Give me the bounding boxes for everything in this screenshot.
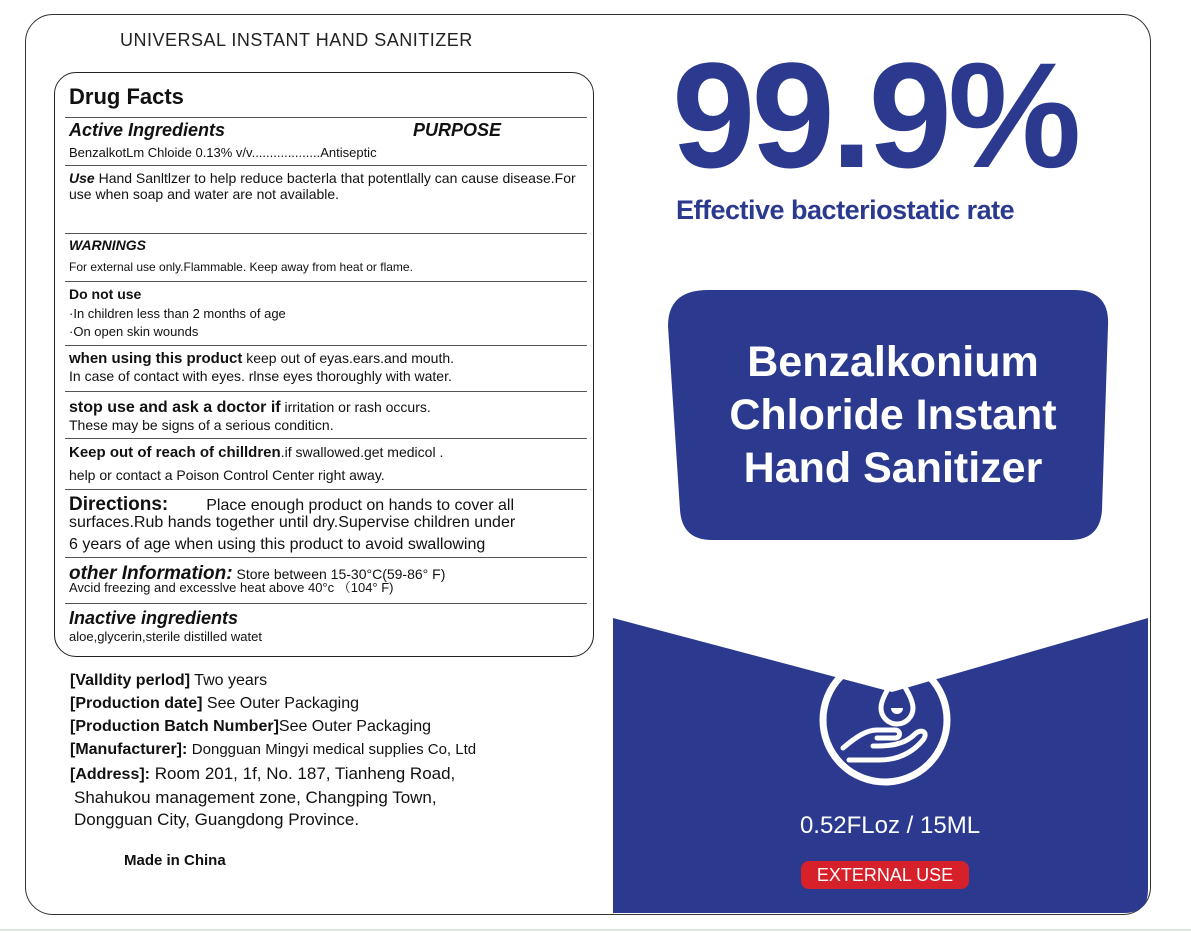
made-in-china: Made in China — [124, 852, 226, 869]
stop-use-text: irritation or rash occurs. — [284, 399, 431, 415]
inactive-ingredients-label: Inactive ingredients — [69, 608, 239, 628]
page-title: UNIVERSAL INSTANT HAND SANITIZER — [120, 30, 473, 50]
address — [70, 764, 455, 784]
directions-text-2: surfaces.Rub hands together until dry.Supervise children under — [69, 514, 516, 531]
address-line-1: Room 201, 1f, No. 187, Tianheng Road, — [154, 764, 456, 783]
validity-label: [Valldity perlod] — [70, 672, 191, 689]
product-name-line-3: Hand Sanitizer — [743, 443, 1043, 492]
rule — [65, 281, 587, 282]
rule — [65, 603, 587, 604]
stop-use-section — [69, 399, 583, 417]
rule — [65, 489, 587, 490]
address-label: [Address]: — [70, 766, 151, 783]
batch-value: See Outer Packaging — [278, 718, 431, 735]
do-not-use-label: Do not use — [69, 286, 142, 302]
production-label: [Production date] — [70, 695, 203, 712]
active-ingredients-row — [69, 120, 583, 144]
when-using-label: when using this product — [69, 350, 243, 367]
product-name — [668, 336, 1118, 495]
rule — [65, 391, 587, 392]
use-text: Hand Sanltlzer to help reduce bacterla that potentlally can cause disease.For use when soap and water are not available. — [69, 170, 576, 202]
batch-label: [Production Batch Number] — [70, 718, 279, 735]
rule — [65, 557, 587, 558]
hand-drop-icon — [815, 650, 955, 790]
active-ingredient-line: BenzalkotLm Chloide 0.13% v/v...................Antiseptic — [69, 145, 377, 160]
keep-out-label: Keep out of reach of chilldren — [69, 444, 281, 461]
when-using-text-2: In case of contact with eyes. rlnse eyes thoroughly with water. — [69, 368, 452, 384]
when-using-section — [69, 351, 583, 368]
use-label: Use — [69, 170, 95, 186]
warnings-label: WARNINGS — [69, 237, 146, 253]
stop-use-text-2: These may be signs of a serious conditicn. — [69, 417, 334, 433]
when-using-text: keep out of eyas.ears.and mouth. — [246, 350, 455, 366]
validity-value: Two years — [194, 672, 268, 689]
rule — [65, 165, 587, 166]
other-info-text: Store between 15-30°C(59-86° F) — [236, 566, 446, 582]
directions-text: Place enough product on hands to cover all — [206, 497, 515, 514]
drug-facts-heading: Drug Facts — [69, 84, 184, 109]
directions-label: Directions: — [69, 494, 169, 515]
rule — [65, 233, 587, 234]
active-ingredients-label: Active Ingredients — [69, 120, 226, 140]
validity-period — [70, 672, 267, 690]
warnings-text: For external use only.Flammable. Keep away from heat or flame. — [69, 260, 413, 274]
directions-text-3: 6 years of age when using this product to avoid swallowing — [69, 536, 486, 553]
effectiveness-percent: 99.9% — [672, 31, 1078, 199]
production-value: See Outer Packaging — [206, 695, 359, 712]
rule — [65, 438, 587, 439]
drug-facts-panel — [54, 72, 594, 657]
production-date — [70, 695, 359, 713]
volume-label: 0.52FLoz / 15ML — [799, 812, 981, 839]
production-batch — [70, 718, 431, 736]
manufacturer — [70, 741, 476, 759]
use-section — [69, 171, 583, 202]
other-info-label: other Information: — [69, 563, 233, 584]
external-use-badge: EXTERNAL USE — [801, 861, 969, 889]
product-name-line-2: Chloride Instant — [729, 390, 1057, 439]
address-line-3: Dongguan City, Guangdong Province. — [74, 810, 360, 829]
purpose-label: PURPOSE — [413, 120, 502, 140]
keep-out-text: .if swallowed.get medicol . — [280, 444, 444, 460]
do-not-use-item: ·In children less than 2 months of age — [69, 306, 286, 321]
keep-out-section — [69, 445, 583, 462]
address-line-2: Shahukou management zone, Changping Town, — [74, 788, 437, 807]
other-info-text-2: Avcid freezing and excesslve heat above 40°c （104° F) — [69, 580, 394, 595]
product-name-line-1: Benzalkonium — [747, 338, 1039, 386]
rule — [65, 117, 587, 118]
manufacturer-label: [Manufacturer]: — [70, 741, 188, 758]
rule — [65, 345, 587, 346]
manufacturer-value: Dongguan Mingyi medical supplies Co, Ltd — [191, 741, 477, 758]
directions-section — [69, 494, 583, 515]
keep-out-text-2: help or contact a Poison Control Center right away. — [69, 467, 385, 483]
do-not-use-item: ·On open skin wounds — [69, 324, 199, 339]
inactive-ingredients-text: aloe,glycerin,sterile distilled watet — [69, 629, 262, 644]
effectiveness-caption: Effective bacteriostatic rate — [676, 195, 1015, 225]
stop-use-label: stop use and ask a doctor if — [69, 399, 281, 416]
